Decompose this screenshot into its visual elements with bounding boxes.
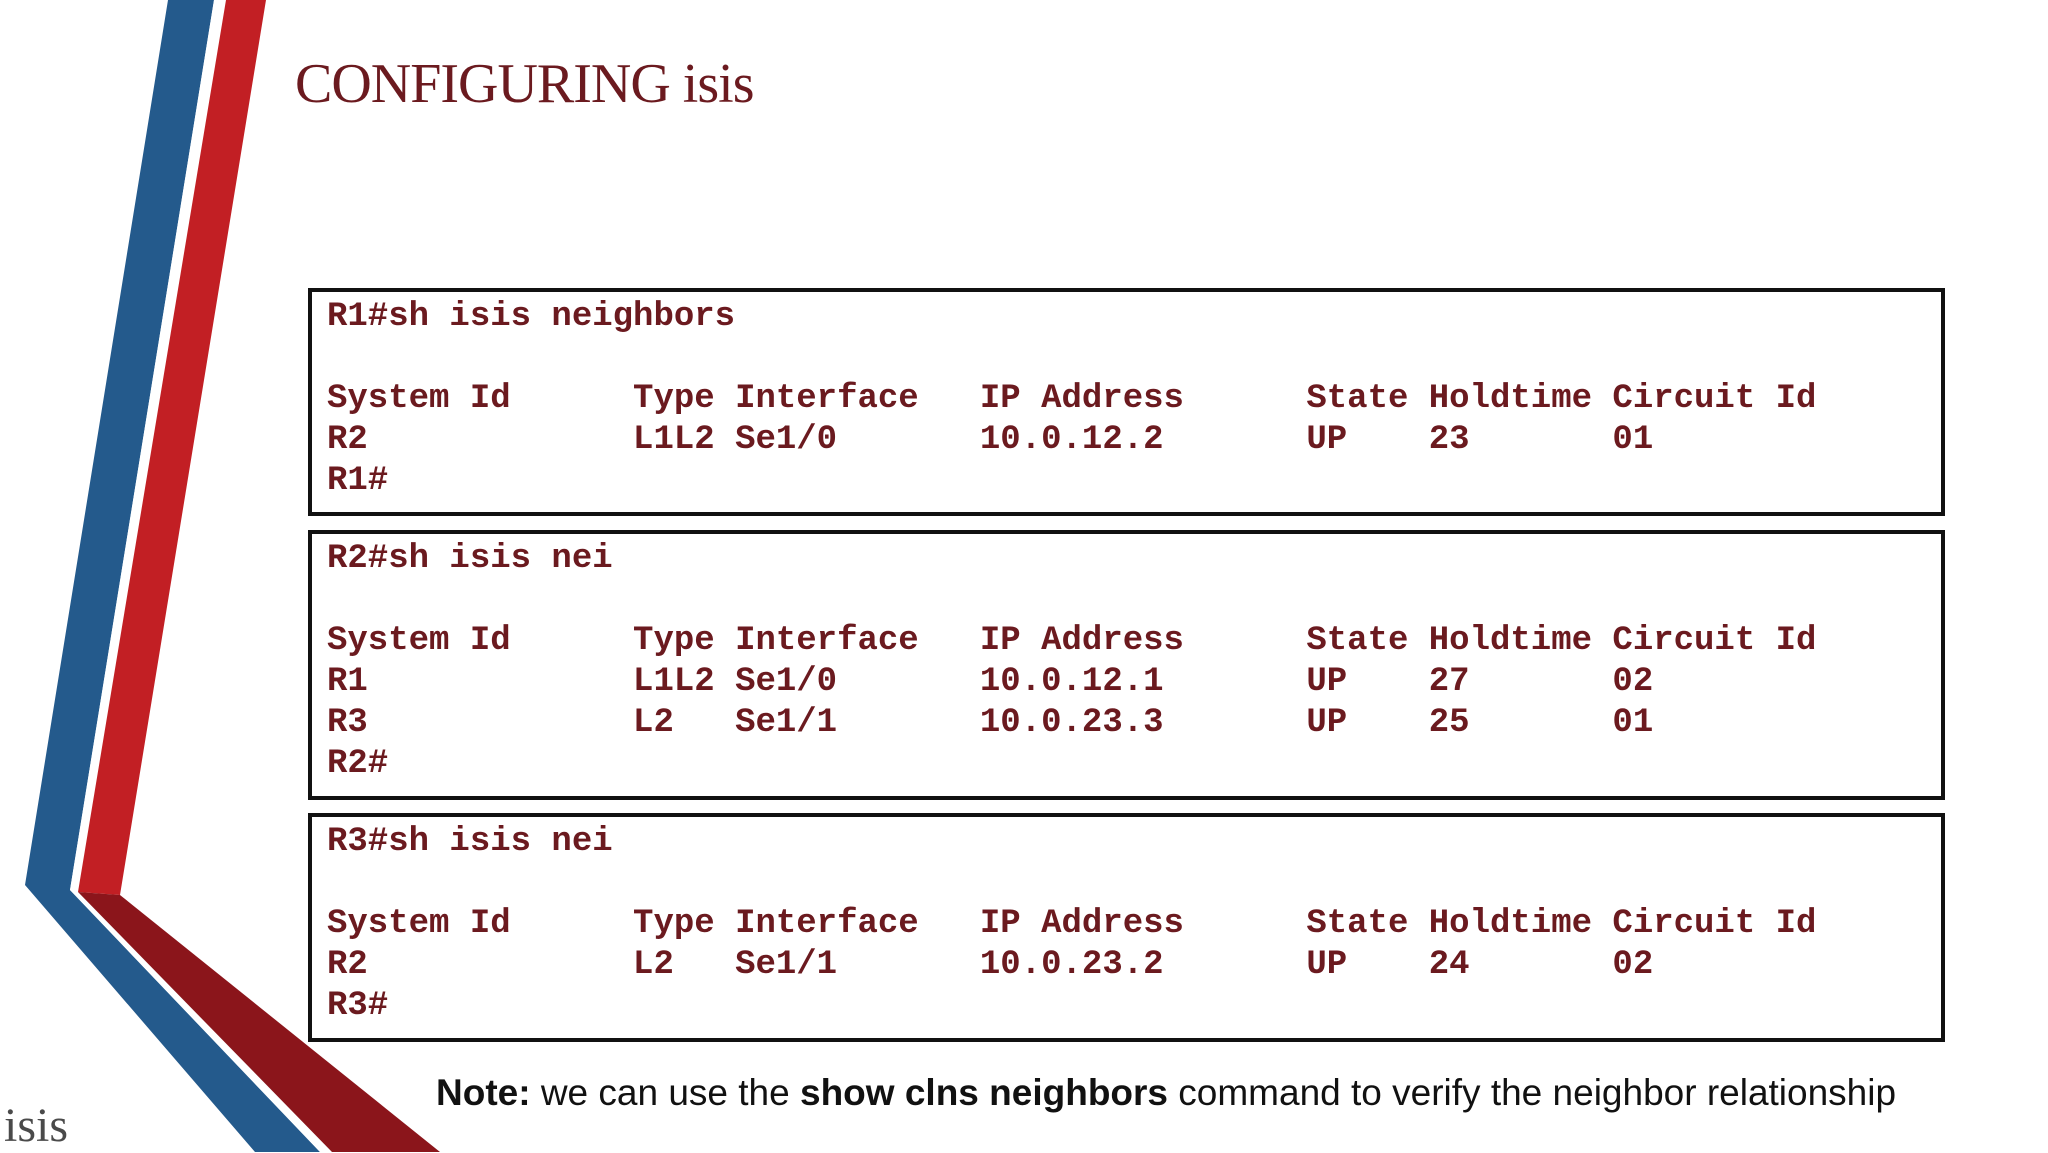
terminal-r3 bbox=[308, 813, 1945, 1042]
terminal-prompt: R3# bbox=[327, 987, 389, 1025]
terminal-header: System Id Type Interface IP Address State Holdtime Circuit Id bbox=[327, 380, 1817, 418]
note-text-part1: we can use the bbox=[530, 1072, 800, 1113]
terminal-row: R2 L1L2 Se1/0 10.0.12.2 UP 23 01 bbox=[327, 421, 1654, 459]
terminal-r2 bbox=[308, 530, 1945, 800]
terminal-command: R2#sh isis nei bbox=[327, 540, 613, 578]
slide-title: CONFIGURING isis bbox=[295, 53, 754, 115]
note-label: Note: bbox=[436, 1072, 531, 1113]
terminal-prompt: R2# bbox=[327, 745, 389, 783]
terminal-row: R3 L2 Se1/1 10.0.23.3 UP 25 01 bbox=[327, 704, 1654, 742]
terminal-r1 bbox=[308, 288, 1945, 516]
terminal-header: System Id Type Interface IP Address State Holdtime Circuit Id bbox=[327, 622, 1817, 660]
terminal-command: R3#sh isis nei bbox=[327, 823, 613, 861]
terminal-header: System Id Type Interface IP Address State Holdtime Circuit Id bbox=[327, 905, 1817, 943]
terminal-blank-line bbox=[312, 863, 1941, 904]
footer-brand: isis bbox=[4, 1099, 69, 1152]
note-text-part2: command to verify the neighbor relationship bbox=[1168, 1072, 1897, 1113]
terminal-command: R1#sh isis neighbors bbox=[327, 298, 736, 336]
note-command: show clns neighbors bbox=[800, 1072, 1168, 1113]
note-text bbox=[436, 1072, 1896, 1114]
terminal-prompt: R1# bbox=[327, 462, 389, 500]
terminal-row: R1 L1L2 Se1/0 10.0.12.1 UP 27 02 bbox=[327, 663, 1654, 701]
terminal-row: R2 L2 Se1/1 10.0.23.2 UP 24 02 bbox=[327, 946, 1654, 984]
terminal-blank-line bbox=[312, 580, 1941, 621]
terminal-blank-line bbox=[312, 338, 1941, 379]
